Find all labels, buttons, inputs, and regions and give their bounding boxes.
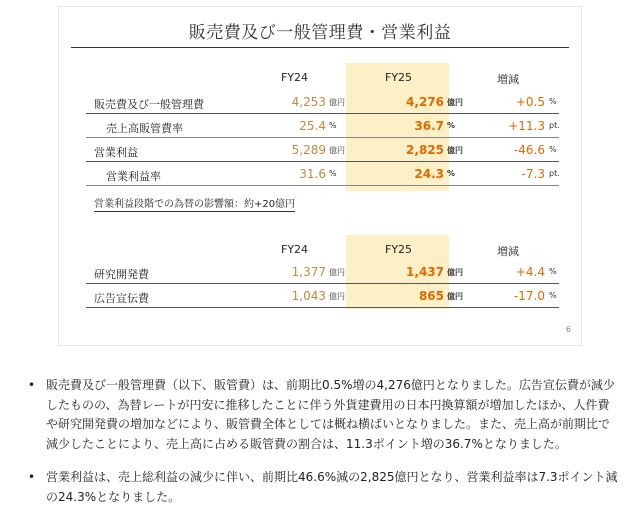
change-unit: pt. [549,169,560,178]
change-unit: % [549,267,557,276]
fy25-unit: 億円 [447,98,463,107]
table-row [86,141,559,162]
column-header-change: 増減 [497,73,519,86]
change-unit: pt. [549,121,560,130]
row-label: 広告宣伝費 [94,292,149,305]
fy25-unit: % [447,121,456,130]
fy25-unit: 億円 [447,292,463,301]
fy24-value: 25.4 [299,119,326,133]
list-item [28,376,618,454]
change-unit: % [549,97,557,106]
table-row [86,263,559,284]
list-item [28,468,618,507]
column-header-fy24: FY24 [281,71,309,84]
fy25-unit: % [447,169,456,178]
change-unit: % [549,291,557,300]
column-header-change: 増減 [497,245,519,258]
fy24-value: 1,043 [291,289,326,303]
fy24-unit: % [329,169,337,178]
fy24-value: 1,377 [291,265,326,279]
change-unit: % [549,145,557,154]
table-row [86,117,559,138]
column-header-fy25: FY25 [385,243,413,256]
page-number: 6 [565,325,571,334]
title-divider [71,47,569,48]
table-row [86,165,559,186]
fy25-value: 4,276 [406,95,444,109]
fx-impact-note: 営業利益段階での為替の影響額：約+20億円 [94,199,296,210]
fy25-value: 1,437 [406,265,444,279]
row-label: 営業利益率 [106,170,161,183]
fy24-value: 31.6 [299,167,326,181]
table-row [86,287,559,308]
change-value: -46.6 [513,143,545,157]
row-label: 営業利益 [94,146,138,159]
change-value: +0.5 [515,95,545,109]
change-value: +4.4 [515,265,545,279]
bullet-marker: • [28,378,36,392]
column-header-fy24: FY24 [281,243,309,256]
fy25-value: 24.3 [414,167,444,181]
column-header-fy25: FY25 [385,71,413,84]
change-value: -17.0 [513,289,545,303]
row-label: 販売費及び一般管理費 [94,98,204,111]
bullet-marker: • [28,470,36,484]
fy24-unit: % [329,121,337,130]
fy24-unit: 億円 [329,268,345,277]
table-row [86,93,559,114]
commentary-list [28,376,618,521]
slide-title: 販売費及び一般管理費・営業利益 [188,23,452,43]
bullet-text: 販売費及び一般管理費（以下、販管費）は、前期比0.5%増の4,276億円となりました。広告宣伝費が減少したものの、為替レートが円安に推移したことに伴う外貨建費用の日本円換算額が増加したほか、人件費や研究開発費の増加などにより、販管費全体としては概ね横ばいとなりました。また、売上高が前期比で減少したことにより、売上高に占める販管費の割合は、11.3ポイント増の36.7%となりました。 [46,378,615,451]
row-label: 売上高販管費率 [106,122,183,135]
fy25-value: 865 [418,289,444,303]
slide [58,6,582,346]
fy24-unit: 億円 [329,292,345,301]
change-value: -7.3 [521,167,545,181]
fy25-unit: 億円 [447,146,463,155]
change-value: +11.3 [508,119,545,133]
fy24-unit: 億円 [329,98,345,107]
row-label: 研究開発費 [94,268,149,281]
fy24-value: 5,289 [291,143,326,157]
fy25-value: 36.7 [414,119,444,133]
bullet-text: 営業利益は、売上総利益の減少に伴い、前期比46.6%減の2,825億円となり、営業利益率は7.3ポイント減の24.3%となりました。 [46,470,618,504]
fy25-value: 2,825 [406,143,444,157]
fy24-value: 4,253 [291,95,326,109]
fy25-unit: 億円 [447,268,463,277]
fy24-unit: 億円 [329,146,345,155]
